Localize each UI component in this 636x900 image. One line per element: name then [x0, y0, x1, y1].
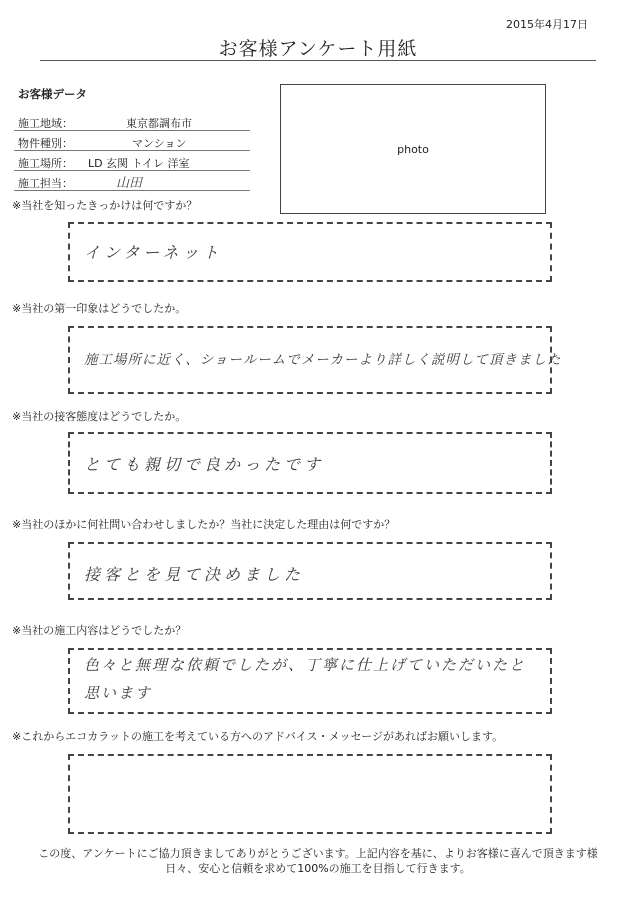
row-property-type-label: 物件種別： — [18, 137, 73, 150]
row-location-value: LD 玄関 トイレ 洋室 — [88, 157, 190, 170]
row-staff — [14, 172, 250, 191]
title-underline — [40, 60, 596, 61]
row-location — [14, 152, 250, 171]
question-3: ※当社の接客態度はどうでしたか。 — [12, 410, 187, 423]
question-4: ※当社のほかに何社問い合わせしましたか？当社に決定した理由は何ですか？ — [12, 518, 396, 531]
answer-box-5 — [68, 648, 552, 714]
closing-line-1: この度、アンケートにご協力頂きましてありがとうございます。上記内容を基に、よりお客様に喜んで頂きます様 — [38, 847, 598, 860]
row-location-label: 施工場所： — [18, 157, 73, 170]
answer-box-6 — [68, 754, 552, 834]
page-title: お客様アンケート用紙 — [218, 38, 418, 60]
answer-1-line-1: インターネット — [84, 243, 223, 262]
question-2: ※当社の第一印象はどうでしたか。 — [12, 302, 187, 315]
closing-message — [0, 846, 636, 876]
question-1: ※当社を知ったきっかけは何ですか？ — [12, 199, 198, 212]
answer-box-3 — [68, 432, 552, 494]
answer-box-4 — [68, 542, 552, 600]
question-5: ※当社の施工内容はどうでしたか？ — [12, 624, 187, 637]
answer-2-line-1: 施工場所に近く、ショールームでメーカーより詳しく説明して頂きました — [84, 352, 562, 368]
photo-placeholder — [280, 84, 546, 214]
answer-4-line-1: 接客とを見て決めました — [84, 565, 305, 584]
customer-data-label: お客様データ — [18, 87, 87, 101]
answer-box-2 — [68, 326, 562, 394]
photo-label: photo — [397, 143, 429, 156]
row-area-value: 東京都調布市 — [126, 117, 192, 130]
answer-3-line-1: とても親切で良かったです — [84, 455, 325, 474]
answer-box-1 — [68, 222, 552, 282]
row-staff-value: 山田 — [116, 176, 143, 191]
row-area-label: 施工地域： — [18, 117, 73, 130]
row-area — [14, 112, 250, 131]
answer-5-line-1: 色々と無理な依頼でしたが、丁寧に仕上げていただいたと — [84, 656, 527, 674]
closing-line-2: 日々、安心と信頼を求めて100%の施工を目指して行きます。 — [165, 862, 471, 875]
row-staff-label: 施工担当： — [18, 177, 73, 190]
row-property-type — [14, 132, 250, 151]
answer-5-line-2: 思います — [84, 684, 153, 702]
question-6: ※これからエコカラットの施工を考えている方へのアドバイス・メッセージがあればお願いします。 — [12, 730, 504, 743]
row-property-type-value: マンション — [132, 137, 187, 150]
survey-date: 2015年4月17日 — [506, 18, 588, 31]
